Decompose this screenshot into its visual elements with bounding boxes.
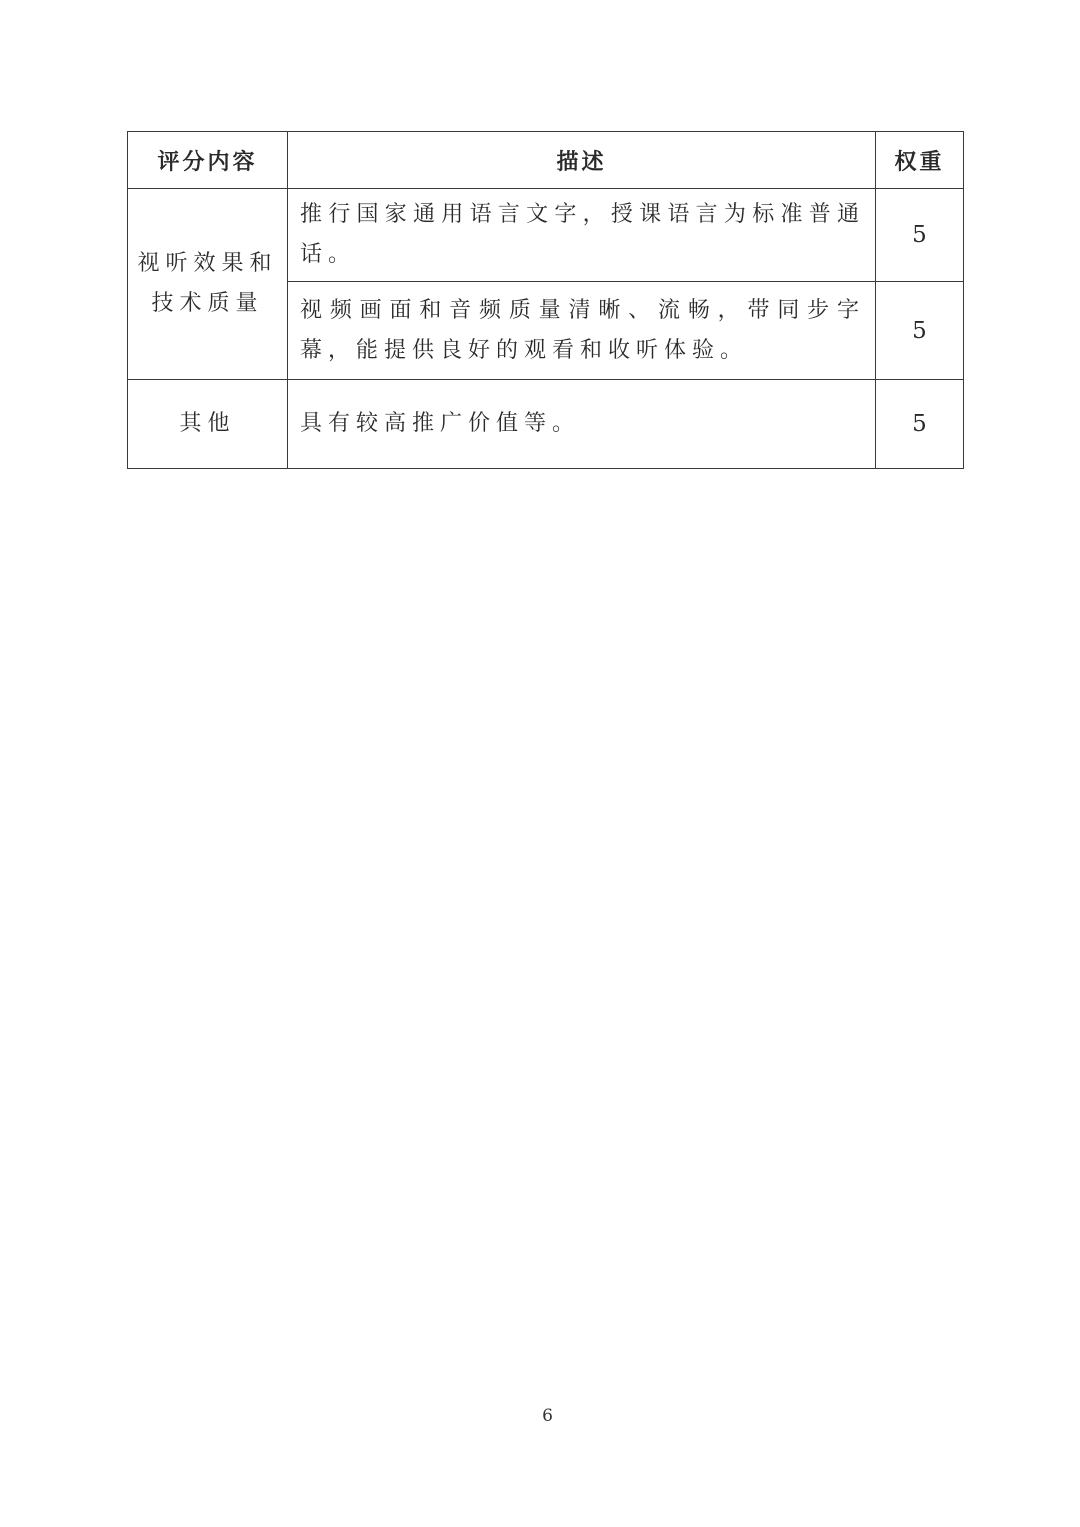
scoring-table	[127, 131, 964, 469]
header-scoring-content: 评分内容	[128, 132, 288, 189]
category-cell: 其他	[128, 380, 288, 469]
weight-cell: 5	[876, 282, 964, 380]
weight-cell: 5	[876, 380, 964, 469]
weight-cell: 5	[876, 189, 964, 282]
category-cell: 视听效果和技术质量	[128, 189, 288, 380]
page-number: 6	[542, 1406, 553, 1426]
header-weight: 权重	[876, 132, 964, 189]
header-description: 描述	[288, 132, 876, 189]
table-row	[128, 380, 964, 469]
description-cell: 具有较高推广价值等。	[288, 380, 876, 469]
table-header-row	[128, 132, 964, 189]
description-cell: 推行国家通用语言文字，授课语言为标准普通话。	[288, 189, 876, 282]
description-cell: 视频画面和音频质量清晰、流畅，带同步字幕，能提供良好的观看和收听体验。	[288, 282, 876, 380]
table-row	[128, 189, 964, 282]
